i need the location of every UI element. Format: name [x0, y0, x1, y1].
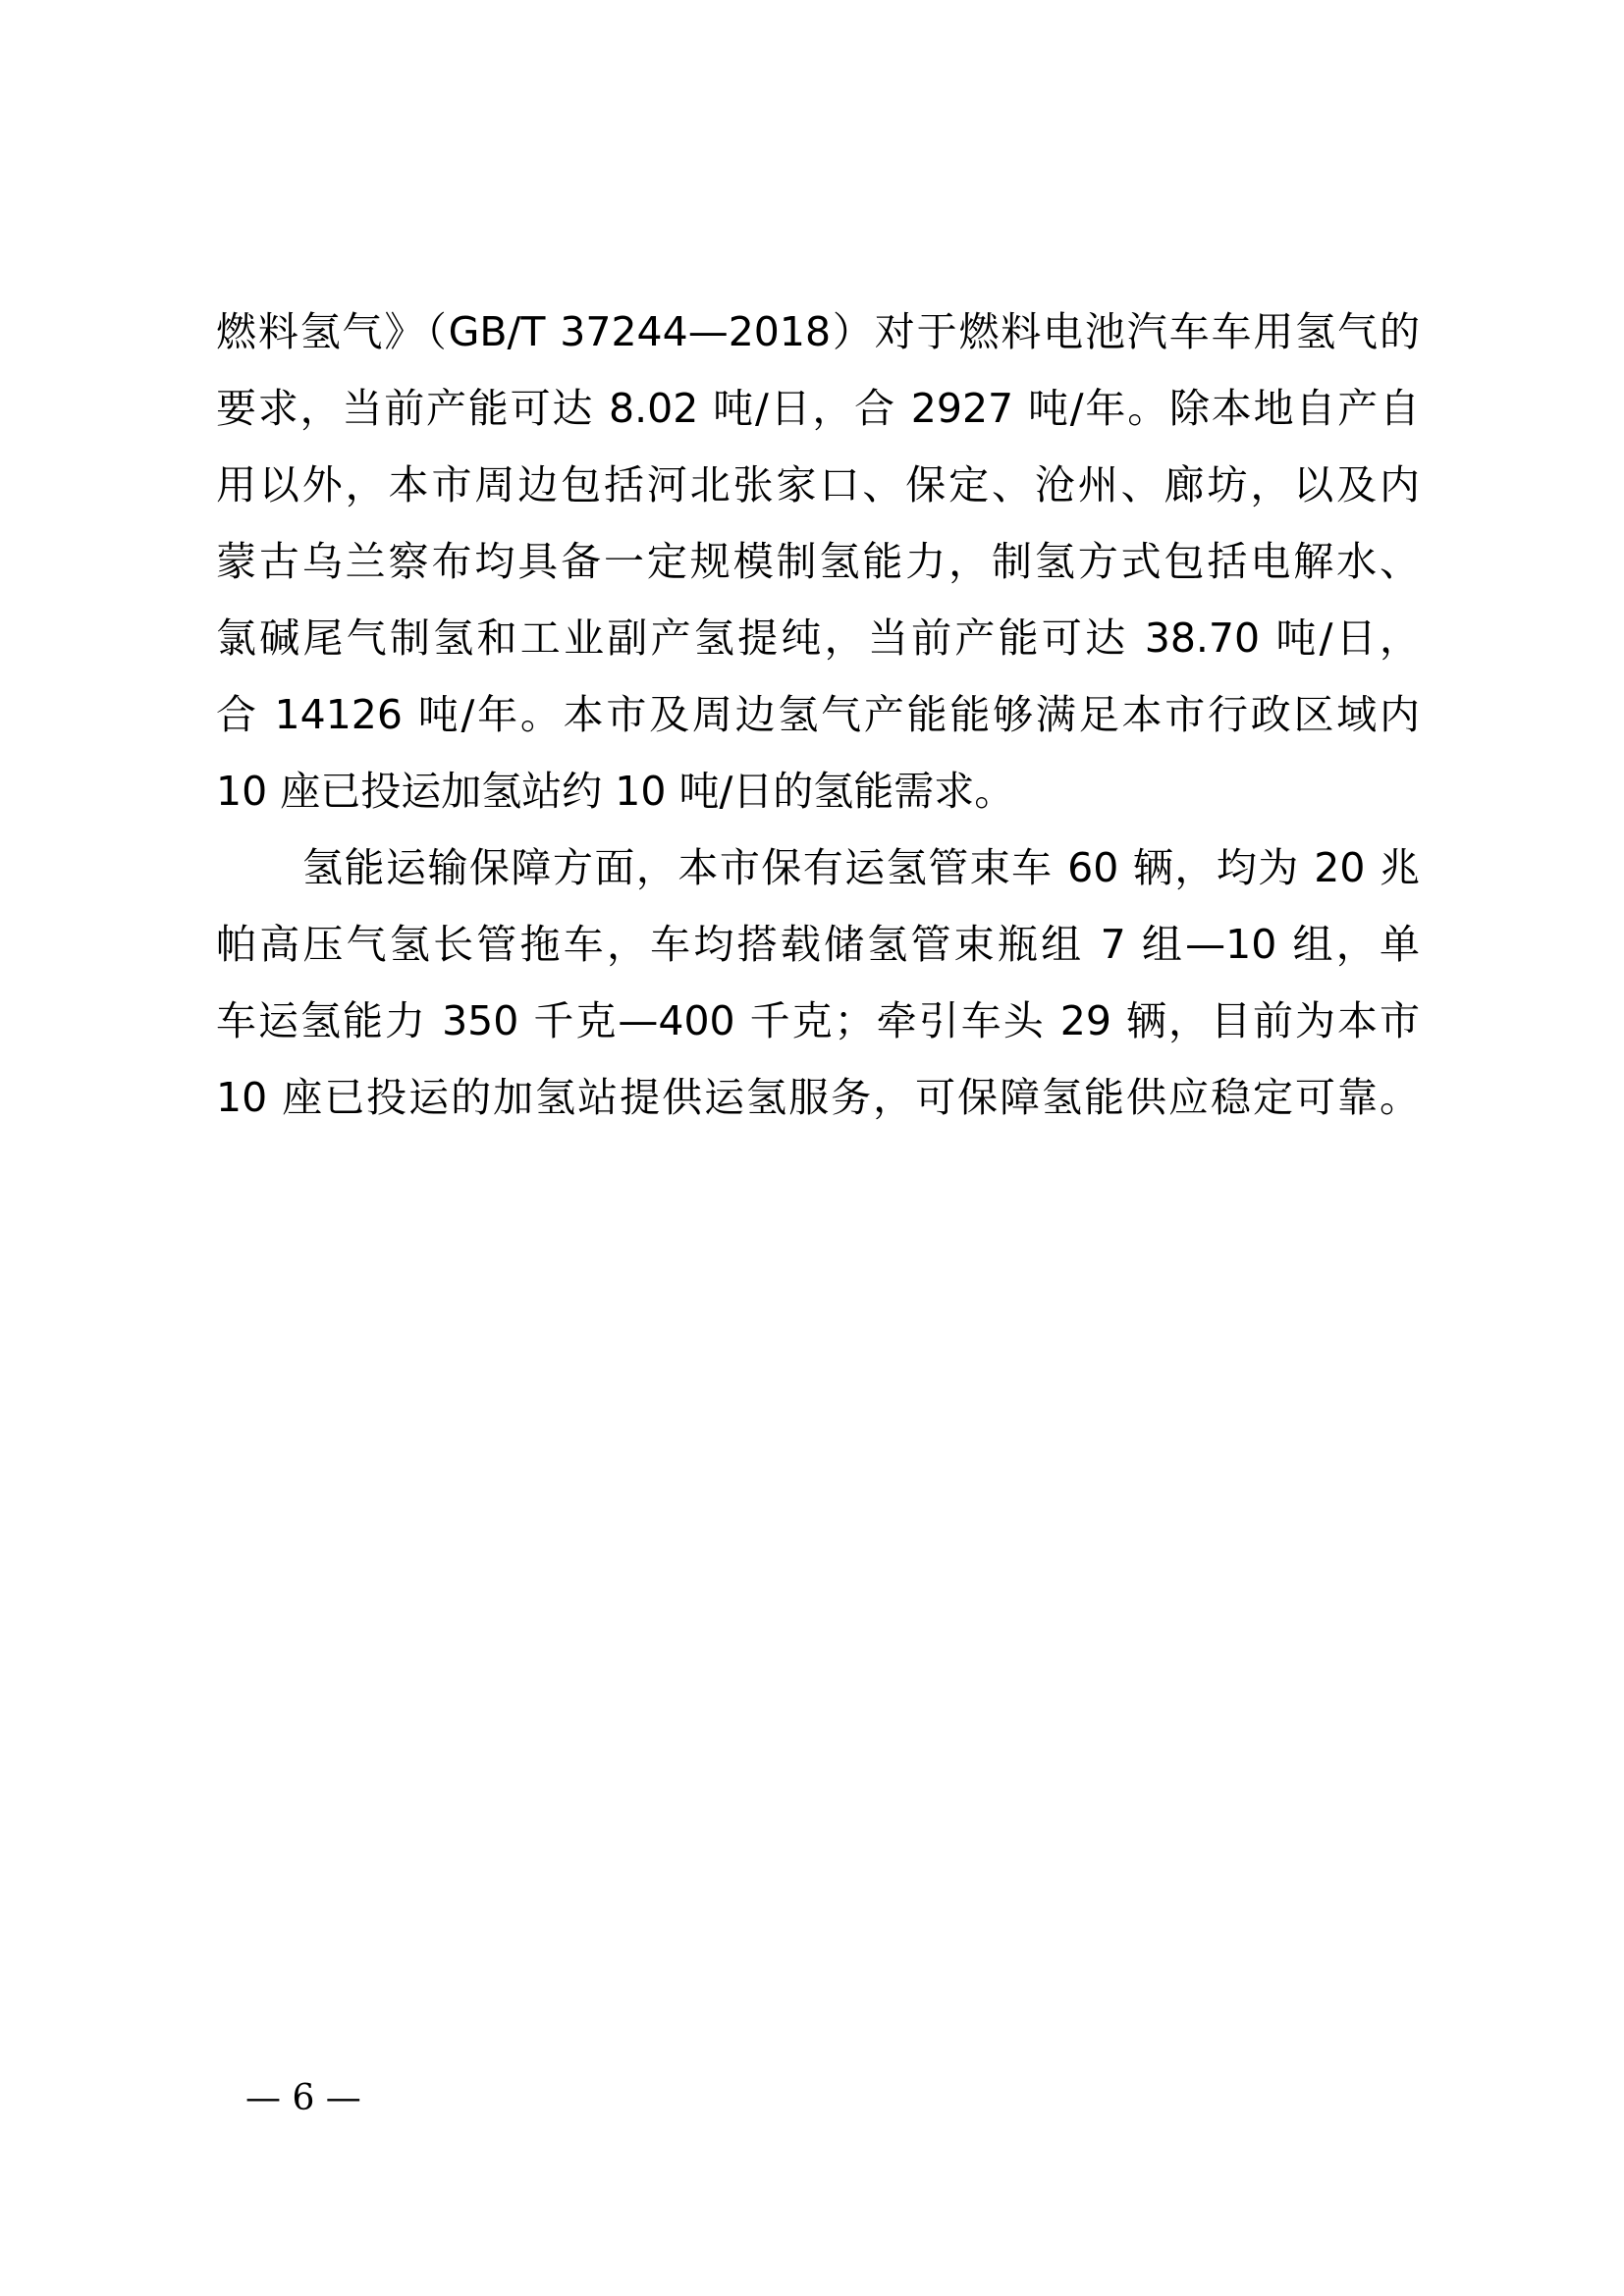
text-line: 氯碱尾气制氢和工业副产氢提纯，当前产能可达 38.70 吨/日， — [216, 614, 1420, 662]
paragraph-hydrogen-supply — [216, 304, 1420, 840]
text-line: 10 座已投运加氢站约 10 吨/日的氢能需求。 — [216, 768, 1015, 815]
text-line: 合 14126 吨/年。本市及周边氢气产能能够满足本市行政区域内 — [216, 691, 1420, 738]
text-line: 帕高压气氢长管拖车，车均搭载储氢管束瓶组 7 组—10 组，单 — [216, 921, 1420, 968]
text-line: 要求，当前产能可达 8.02 吨/日，合 2927 吨/年。除本地自产自 — [216, 385, 1420, 432]
text-line: 蒙古乌兰察布均具备一定规模制氢能力，制氢方式包括电解水、 — [216, 538, 1420, 585]
text-line: 氢能运输保障方面，本市保有运氢管束车 60 辆，均为 20 兆 — [302, 844, 1420, 891]
paragraph-hydrogen-transport — [216, 840, 1420, 1147]
text-line: 燃料氢气》（GB/T 37244—2018）对于燃料电池汽车车用氢气的 — [216, 308, 1420, 355]
text-line: 车运氢能力 350 千克—400 千克；牵引车头 29 辆，目前为本市 — [216, 997, 1420, 1044]
document-body — [216, 304, 1420, 1147]
text-line: 用以外，本市周边包括河北张家口、保定、沧州、廊坊，以及内 — [216, 461, 1420, 508]
page-number: — 6 — — [245, 2078, 361, 2118]
text-line: 10 座已投运的加氢站提供运氢服务，可保障氢能供应稳定可靠。 — [216, 1074, 1420, 1121]
